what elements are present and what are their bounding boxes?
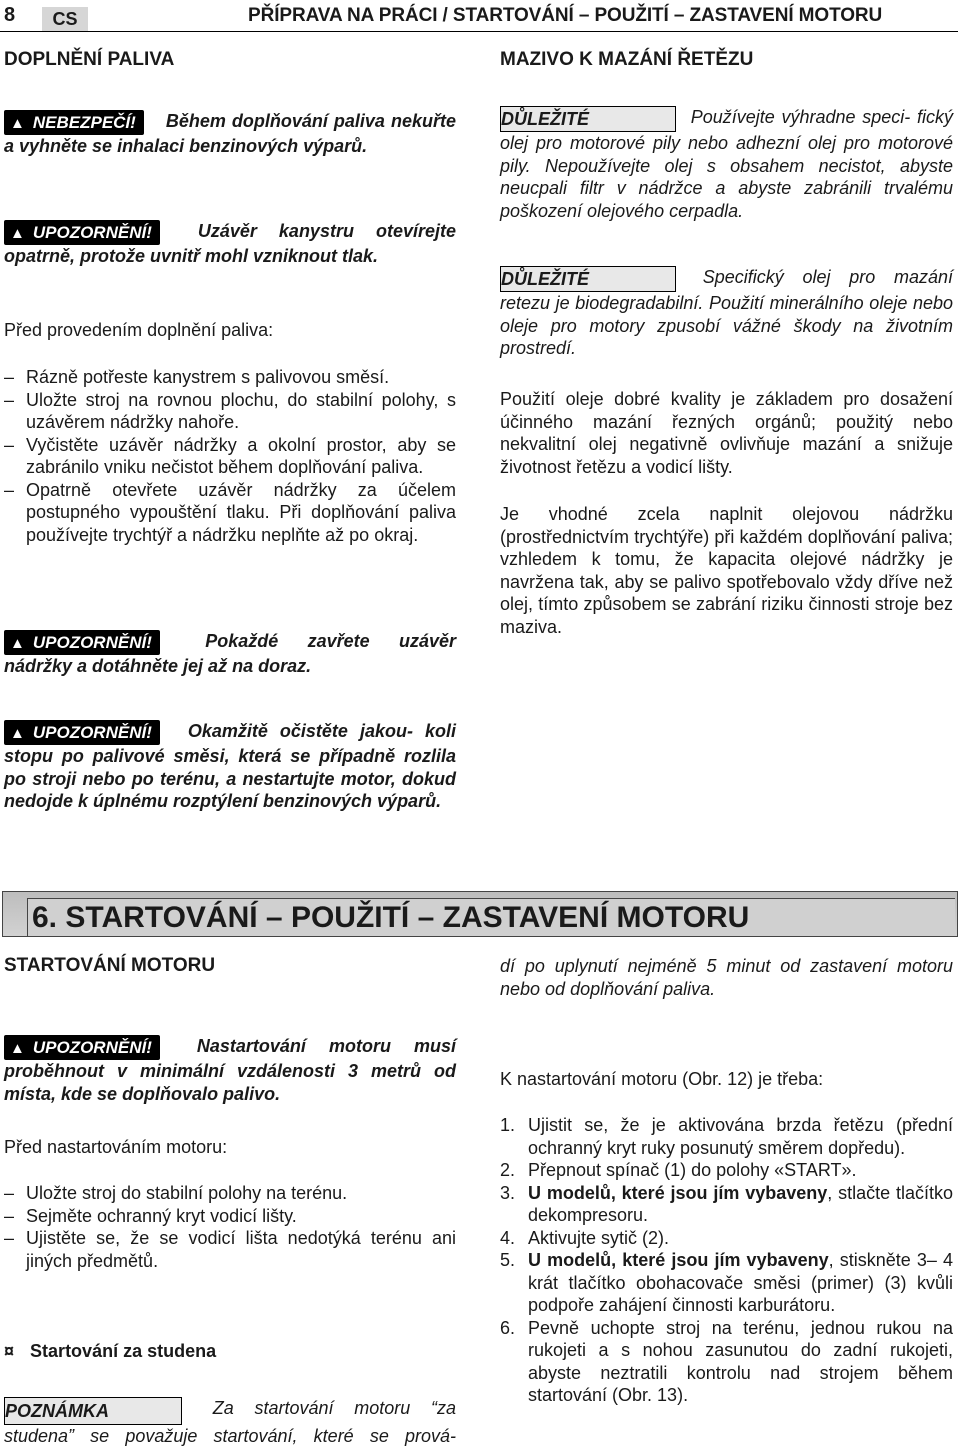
important-badge: DŮLEŽITÉ [500, 106, 676, 132]
starting-steps-list [4, 1182, 456, 1272]
fuel-heading: DOPLNĚNÍ PALIVA [4, 49, 175, 70]
warning-triangle-icon: ▲ [10, 115, 25, 132]
danger-block [4, 110, 456, 158]
warning-block-4 [4, 1035, 456, 1105]
starting-heading: STARTOVÁNÍ MOTORU [4, 955, 216, 976]
warning2-text-first: Pokaždé zavřete uzávěr [205, 631, 456, 651]
warning3-text-first: Okamžitě očistěte jakou- [187, 721, 413, 741]
warning1-text-first: Uzávěr kanystru otevírejte [197, 221, 456, 241]
note-badge: POZNÁMKA [4, 1397, 182, 1425]
important-block-2 [500, 266, 953, 360]
warning-triangle-icon: ▲ [10, 225, 25, 242]
chain-oil-paragraph-2: Je vhodné zcela naplnit olejovou nádržku (prostřednictvím trychtýře) při každém doplňování paliva; vzhledem k tomu, že kapacita olejové nádržky je navržena tak, aby se palivo spotřebovalo vždy dříve než olej, tímto způsobem se zabrání riziku činnosti stroje bez maziva. [500, 504, 953, 637]
list-item: 2. Přepnout spínač (1) do polohy «START». [500, 1160, 857, 1180]
note-text-rest: studena” se považuje startování, které se prová- [4, 1426, 456, 1446]
warning1-text-rest: opatrně, protože uvnitř mohl vzniknout tlak. [4, 246, 379, 266]
section-title: 6. STARTOVÁNÍ – POUŽITÍ – ZASTAVENÍ MOTORU [27, 898, 955, 936]
chain-oil-heading: MAZIVO K MAZÁNÍ ŘETĚZU [500, 49, 754, 70]
warning-badge: ▲ UPOZORNĚNÍ! [4, 220, 160, 245]
danger-badge: ▲ NEBEZPEČÍ! [4, 110, 144, 135]
cold-start-marker-icon: ¤ [4, 1341, 15, 1361]
page-header-title: PŘÍPRAVA NA PRÁCI / STARTOVÁNÍ – POUŽITÍ – ZASTAVENÍ MOTORU [248, 5, 883, 26]
list-item: 4. Aktivujte sytič (2). [500, 1227, 670, 1248]
page-number: 8 [4, 4, 16, 26]
warning-triangle-icon: ▲ [10, 635, 25, 652]
starting-intro: Před nastartováním motoru: [4, 1137, 228, 1157]
list-item: – Sejměte ochranný kryt vodicí lišty. [4, 1205, 297, 1226]
cold-start-heading-row [4, 1340, 456, 1363]
fuel-steps-list [4, 366, 456, 546]
list-item: – Rázně potřeste kanystrem s palivovou směsí. [4, 367, 390, 387]
starting-procedure-list [500, 1114, 953, 1407]
cold-start-heading: Startování za studena [30, 1341, 217, 1361]
warning2-text-rest: nádržky a dotáhněte jej až na doraz. [4, 656, 312, 676]
note-continuation: dí po uplynutí nejméně 5 minut od zastavení motoru nebo od doplňování paliva. [500, 956, 953, 999]
warning-block-3 [4, 720, 456, 813]
warning4-text-rest: proběhnout v minimální vzdálenosti 3 metrů od místa, kde se doplňovalo palivo. [4, 1061, 456, 1104]
chain-oil-paragraph-1: Použití oleje dobré kvality je základem pro dosažení účinného mazání řezných orgánů; použitý nebo nekvalitní olej negativně ovlivňuje mazání a snižuje životnost řetězu a vodicí lišty. [500, 389, 953, 477]
list-item: – Vyčistěte uzávěr nádržky a okolní prostor, aby se zabránilo vniku nečistot během doplňování paliva. [4, 434, 456, 477]
list-item: – Uložte stroj na rovnou plochu, do stabilní polohy, s uzávěrem nádržky nahoře. [4, 389, 456, 432]
warning-triangle-icon: ▲ [10, 725, 25, 742]
important-badge: DŮLEŽITÉ [500, 266, 676, 292]
warning-badge: ▲ UPOZORNĚNÍ! [4, 720, 160, 745]
list-item: 1. Ujistit se, že je aktivována brzda řetězu (přední ochranný kryt ruky posunutý směrem dopředu). [500, 1115, 953, 1158]
important1-text-first: Používejte výhradne speci- [690, 107, 911, 127]
right-intro: K nastartování motoru (Obr. 12) je třeba: [500, 1069, 824, 1089]
warning-badge: ▲ UPOZORNĚNÍ! [4, 1035, 160, 1060]
fuel-intro: Před provedením doplnění paliva: [4, 320, 274, 340]
warning3-text-rest: koli stopu po palivové směsi, která se případně rozlila po stroji nebo po terénu, a nestartujte motor, dokud nedojde k úplnému rozptýlení benzinových výparů. [4, 721, 456, 811]
danger-text-first: Během doplňování paliva [165, 111, 385, 131]
list-item: 3. U modelů, které jsou jím vybaveny, stlačte tlačítko dekompresoru. [500, 1182, 953, 1225]
list-item: – Ujistěte se, že se vodicí lišta nedotýká terénu ani jiných předmětů. [4, 1228, 456, 1271]
language-badge: CS [42, 7, 88, 31]
list-item: 6. Pevně uchopte stroj na terénu, jednou rukou na rukojeti a s nohou zasunutou do zadní rukojeti, abyste neztratili kontrolu nad strojem během startování (Obr. 13). [500, 1317, 953, 1405]
list-item: – Opatrně otevřete uzávěr nádržky za účelem postupného vypouštění tlaku. Při doplňování paliva používejte trychtýř a nádržku neplňte až po okraj. [4, 479, 456, 545]
note-text-first: Za startování motoru “za [212, 1398, 456, 1418]
warning-block-2 [4, 630, 456, 678]
important1-text-rest: fický olej pro motorové pily nebo adhezní olej pro motorové pily. Nepoužívejte olej s obsahem necistot, abyste neucpali filtr v nádržce a abyste zabránili trvalému poškození olejového cerpadla. [500, 107, 953, 221]
warning-triangle-icon: ▲ [10, 1040, 25, 1057]
list-item: – Uložte stroj do stabilní polohy na terénu. [4, 1183, 348, 1203]
header-rule [0, 31, 958, 32]
important2-text-rest: retezu je biodegradabilní. Použití minerálního oleje nebo oleje pro motory zpusobí vážné škody na životním prostredí. [500, 293, 953, 358]
warning4-text-first: Nastartování motoru musí [196, 1036, 456, 1056]
danger-text-rest: nekuřte a vyhněte se inhalaci benzinových výparů. [4, 111, 456, 156]
warning-block-1 [4, 220, 456, 268]
important2-text-first: Specifický olej pro mazání [702, 267, 953, 287]
warning-badge: ▲ UPOZORNĚNÍ! [4, 630, 160, 655]
important-block-1 [500, 106, 953, 222]
note-block [4, 1397, 456, 1448]
list-item: 5. U modelů, které jsou jím vybaveny, stiskněte 3– 4 krát tlačítko obohacovače směsi (primer) (3) kvůli podpoře zahájení činnosti karburátoru. [500, 1250, 953, 1315]
